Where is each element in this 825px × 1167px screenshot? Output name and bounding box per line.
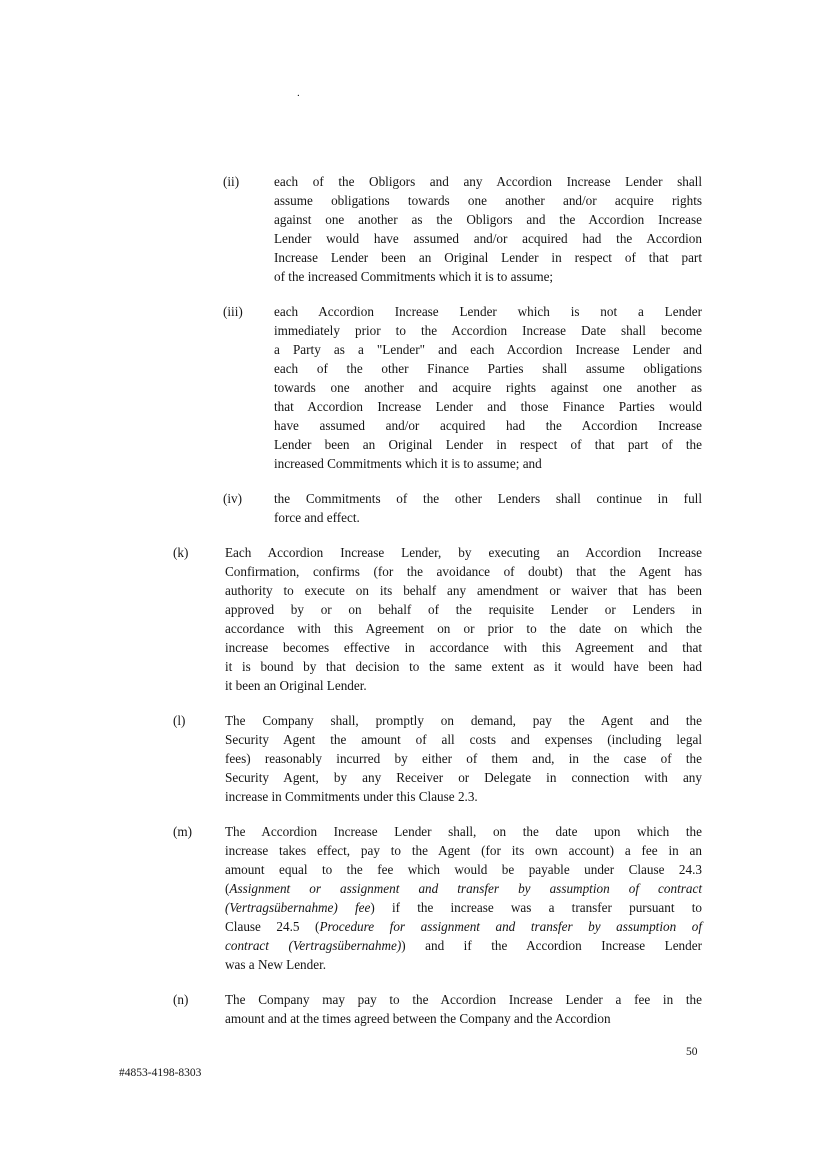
- stray-mark: .: [297, 87, 300, 99]
- paragraph-line: towards one another and acquire rights against one another as: [274, 380, 702, 395]
- paragraph-l: [173, 711, 702, 806]
- document-id-footer: #4853-4198-8303: [119, 1067, 202, 1079]
- paragraph-line: Lender would have assumed and/or acquired had the Accordion: [274, 231, 702, 246]
- paragraph-line: Each Accordion Increase Lender, by executing an Accordion Increase: [225, 545, 702, 560]
- paragraph-line: of the increased Commitments which it is to assume;: [274, 269, 554, 284]
- paragraph-line: have assumed and/or acquired had the Accordion Increase: [274, 418, 702, 433]
- paragraph-line: a Party as a "Lender" and each Accordion Increase Lender and: [274, 342, 702, 357]
- paragraph-ii: [223, 172, 702, 286]
- paragraph-line: it been an Original Lender.: [225, 678, 367, 693]
- paragraph-body: [225, 990, 702, 1028]
- paragraph-line: assume obligations towards one another and/or acquire rights: [274, 193, 702, 208]
- paragraph-label: (n): [173, 992, 189, 1007]
- paragraph-line: The Accordion Increase Lender shall, on the date upon which the: [225, 824, 702, 839]
- paragraph-label: (k): [173, 545, 189, 560]
- paragraph-line: each of the Obligors and any Accordion Increase Lender shall: [274, 174, 702, 189]
- paragraph-line: Security Agent, by any Receiver or Delegate in connection with any: [225, 770, 702, 785]
- paragraph-body: [225, 711, 702, 806]
- paragraph-list: [0, 172, 702, 1044]
- paragraph-line: each of the other Finance Parties shall assume obligations: [274, 361, 702, 376]
- paragraph-line: approved by or on behalf of the requisite Lender or Lenders in: [225, 602, 702, 617]
- paragraph-label: (ii): [223, 174, 240, 189]
- paragraph-n: [173, 990, 702, 1028]
- paragraph-line: increase takes effect, pay to the Agent (for its own account) a fee in an: [225, 843, 702, 858]
- paragraph-line: each Accordion Increase Lender which is not a Lender: [274, 304, 702, 319]
- page-number: 50: [686, 1046, 698, 1058]
- paragraph-line: amount and at the times agreed between the Company and the Accordion: [225, 1011, 611, 1026]
- paragraph-label: (iii): [223, 304, 243, 319]
- paragraph-line: fees) reasonably incurred by either of them and, in the case of the: [225, 751, 702, 766]
- paragraph-line: increase in Commitments under this Clause 2.3.: [225, 789, 478, 804]
- paragraph-line: Lender been an Original Lender in respect of that part of the: [274, 437, 702, 452]
- paragraph-line: that Accordion Increase Lender and those Finance Parties would: [274, 399, 702, 414]
- paragraph-body: [274, 302, 702, 473]
- paragraph-line: authority to execute on its behalf any amendment or waiver that has been: [225, 583, 702, 598]
- paragraph-iii: [223, 302, 702, 473]
- paragraph-line: against one another as the Obligors and the Accordion Increase: [274, 212, 702, 227]
- paragraph-line: (Assignment or assignment and transfer by assumption of contract: [225, 881, 702, 896]
- paragraph-line: force and effect.: [274, 510, 360, 525]
- paragraph-line: Security Agent the amount of all costs and expenses (including legal: [225, 732, 702, 747]
- paragraph-line: Increase Lender been an Original Lender in respect of that part: [274, 250, 702, 265]
- paragraph-line: The Company may pay to the Accordion Increase Lender a fee in the: [225, 992, 702, 1007]
- paragraph-iv: [223, 489, 702, 527]
- paragraph-body: [274, 172, 702, 286]
- paragraph-line: contract (Vertragsübernahme)) and if the Accordion Increase Lender: [225, 938, 702, 953]
- paragraph-line: amount equal to the fee which would be payable under Clause 24.3: [225, 862, 702, 877]
- paragraph-line: The Company shall, promptly on demand, pay the Agent and the: [225, 713, 702, 728]
- paragraph-label: (m): [173, 824, 193, 839]
- paragraph-m: [173, 822, 702, 974]
- paragraph-line: Confirmation, confirms (for the avoidance of doubt) that the Agent has: [225, 564, 702, 579]
- paragraph-line: immediately prior to the Accordion Increase Date shall become: [274, 323, 702, 338]
- paragraph-body: [225, 822, 702, 974]
- paragraph-line: increased Commitments which it is to assume; and: [274, 456, 542, 471]
- paragraph-line: it is bound by that decision to the same extent as it would have been had: [225, 659, 702, 674]
- paragraph-label: (iv): [223, 491, 243, 506]
- paragraph-line: was a New Lender.: [225, 957, 327, 972]
- paragraph-line: (Vertragsübernahme) fee) if the increase was a transfer pursuant to: [225, 900, 702, 915]
- paragraph-line: the Commitments of the other Lenders shall continue in full: [274, 491, 702, 506]
- paragraph-line: increase becomes effective in accordance with this Agreement and that: [225, 640, 702, 655]
- paragraph-k: [173, 543, 702, 695]
- paragraph-line: accordance with this Agreement on or prior to the date on which the: [225, 621, 702, 636]
- paragraph-body: [274, 489, 702, 527]
- paragraph-body: [225, 543, 702, 695]
- paragraph-line: Clause 24.5 (Procedure for assignment and transfer by assumption of: [225, 919, 702, 934]
- paragraph-label: (l): [173, 713, 186, 728]
